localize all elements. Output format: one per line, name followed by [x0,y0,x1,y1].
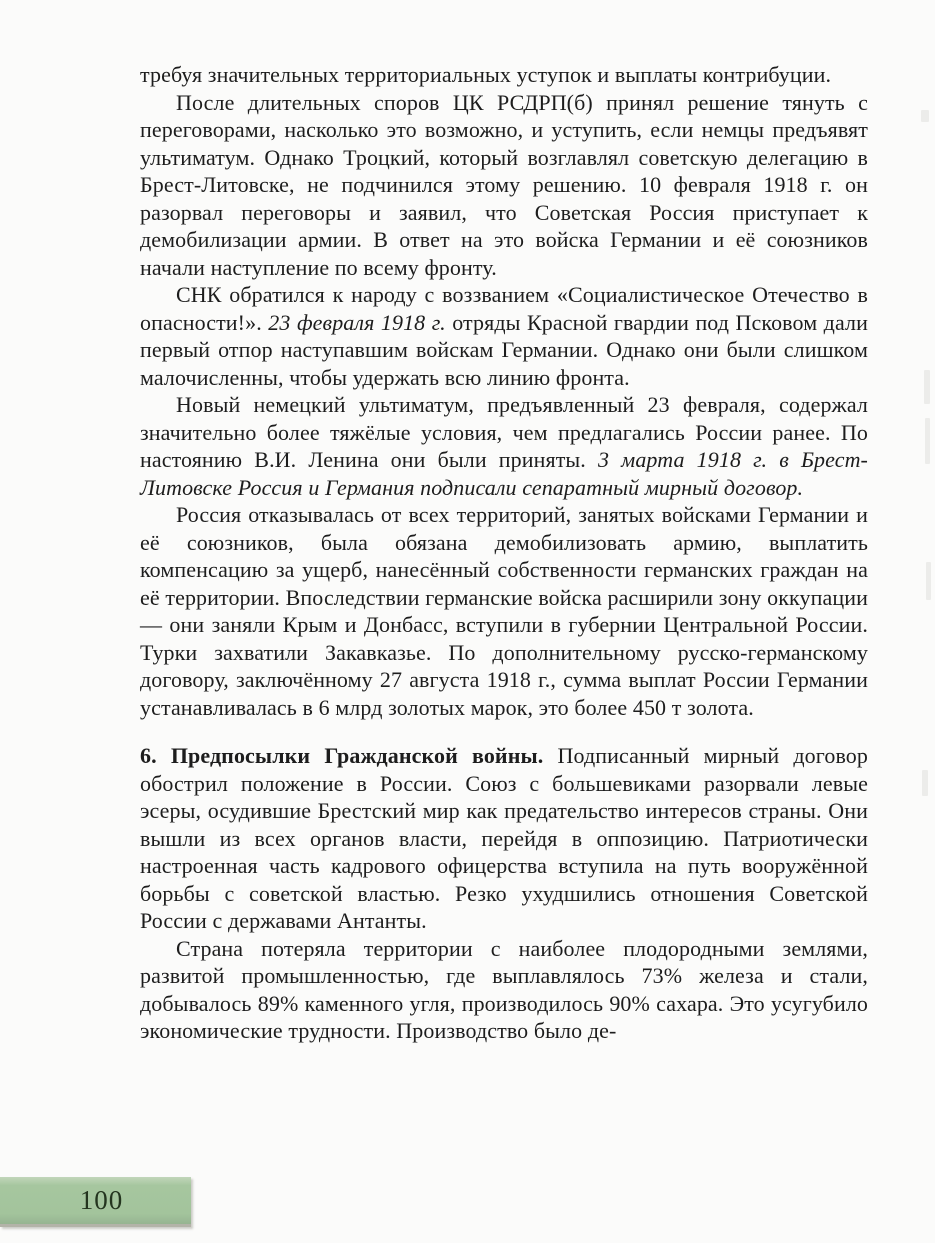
text-segment-normal: СНК обратился к народу с воззванием «Социалистическое Отечество в опасности!». [140,282,868,335]
text-segment-normal: Подписанный мирный договор обострил положение в России. Союз с большевиками разорвали левые эсеры, осудившие Брестский мир как предательство интересов страны. Они вышли из всех органов власти, перейдя в оппозицию. Патриотически настроенная часть кадрового офицерства вступила на путь вооружённой борьбы с советской властью. Резко ухудшились отношения Советской России с державами Антанты. [140,743,868,933]
scan-artifact [921,110,929,122]
text-block [140,61,868,1045]
paragraph-section-6-civil-war-preconditions [140,742,868,935]
page-number: 100 [79,1185,124,1215]
text-segment-italic: 23 февраля 1918 г. [268,309,446,335]
paragraph-negotiations [140,89,868,282]
scan-artifact [925,418,930,464]
text-segment-italic: 3 марта 1918 г. в Брест-Литовске Россия и Германия подписали сепаратный мирный договор. [140,447,868,500]
scan-artifact [922,770,928,796]
paragraph-contribution-end [140,61,868,89]
text-segment-normal: требуя значительных территориальных уступок и выплаты контрибуции. [140,62,832,87]
text-segment-bold: 6. Предпосылки Гражданской войны. [140,743,558,768]
paragraph-lost-territories [140,935,868,1045]
paragraph-ultimatum [140,391,868,501]
text-segment-normal: Россия отказывалась от всех территорий, занятых войсками Германии и её союзников, была обязана демобилизовать армию, выплатить компенсацию за ущерб, нанесённый собственности германских граждан на её территории. Впоследствии германские войска расширили зону оккупации — они заняли Крым и Донбасс, вступили в губернии Центральной России. Турки захватили Закавказье. По дополнительному русско-германскому договору, заключённому 27 августа 1918 г., сумма выплат России Германии устанавливалась в 6 млрд золотых марок, это более 450 т золота. [140,502,868,720]
paragraph-treaty-terms [140,501,868,721]
paragraph-snk-appeal [140,281,868,391]
scan-artifact [924,370,930,404]
scan-artifact [926,562,931,600]
text-segment-normal: Страна потеряла территории с наиболее плодородными землями, развитой промышленностью, где выплавлялось 73% железа и стали, добывалось 89% каменного угля, производилось 90% сахара. Это усугубило экономические трудности. Производство было де- [140,935,868,1043]
page-number-band [0,1177,191,1227]
text-segment-normal: Новый немецкий ультиматум, предъявленный 23 февраля, содержал значительно более тяжёлые условия, чем предлагались России ранее. По настоянию В.И. Ленина они были приняты. [140,392,868,472]
text-segment-normal: После длительных споров ЦК РСДРП(б) принял решение тянуть с переговорами, насколько это возможно, и уступить, если немцы предъявят ультиматум. Однако Троцкий, который возглавлял советскую делегацию в Брест-Литовске, не подчинился этому решению. 10 февраля 1918 г. он разорвал переговоры и заявил, что Советская Россия приступает к демобилизации армии. В ответ на это войска Германии и её союзников начали наступление по всему фронту. [140,89,868,280]
text-segment-normal: отряды Красной гвардии под Псковом дали первый отпор наступавшим войскам Германии. Однако они были слишком малочисленны, чтобы удержать всю линию фронта. [140,309,868,390]
